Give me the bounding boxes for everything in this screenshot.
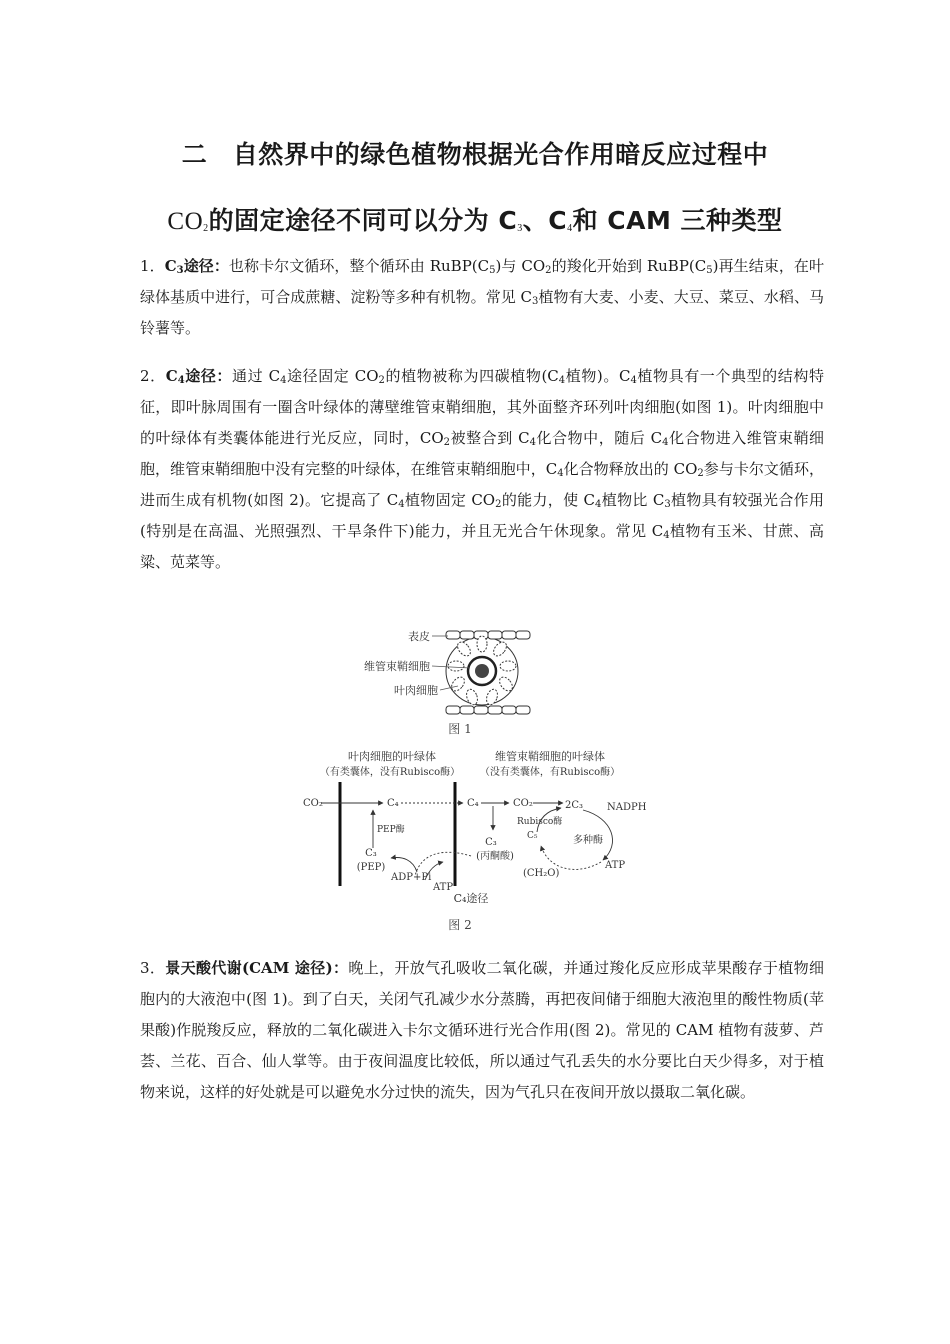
ch2o-label: (CH₂O) — [523, 868, 560, 879]
text-run: 植物具有较强光合作用(特别是在高温、光照强烈、干旱条件下)能力，并且无光合午休现象。常见 C — [140, 491, 825, 540]
figure-1-caption: 图 1 — [448, 722, 472, 736]
c4-pathway-label: C₄途径 — [453, 892, 489, 903]
subscript: 4 — [663, 530, 670, 541]
adp-pi-label: ADP+Pi — [391, 872, 432, 883]
section-3-number: 3． — [140, 959, 166, 977]
section-2-heading-sub: 4 — [177, 375, 185, 386]
c4-right-label: C₄ — [467, 798, 479, 809]
title-co2: CO — [167, 208, 204, 235]
atp-right-label: ATP — [605, 860, 626, 871]
text-run: 参与卡尔文循环，进而生成有机物(如图 2)。它提高了 C — [140, 460, 824, 509]
title-line-1: 二 自然界中的绿色植物根据光合作用暗反应过程中 — [181, 140, 769, 169]
text-run: 化合物中，随后 C — [535, 429, 663, 447]
rubisco-label: Rubisco酶 — [517, 817, 563, 827]
subscript: 4 — [557, 468, 564, 479]
section-2-number: 2． — [140, 367, 166, 385]
subscript: 5 — [489, 265, 496, 276]
pep-label: (PEP) — [356, 862, 386, 873]
text-run: 的植物被称为四碳植物(C — [384, 367, 559, 385]
text-run: 也称卡尔文循环，整个循环由 RuBP(C — [228, 257, 490, 275]
section-1-heading-post: 途径： — [183, 257, 229, 275]
subscript: 4 — [398, 499, 405, 510]
epidermis-cells-bottom — [446, 706, 530, 714]
section-1-paragraph — [140, 251, 824, 344]
subscript: 2 — [697, 468, 704, 479]
c5-label: C₅ — [527, 831, 538, 841]
section-1-heading-sub: 3 — [176, 265, 184, 276]
section-1-heading — [165, 257, 229, 275]
section-2-heading — [166, 367, 232, 385]
subscript: 4 — [558, 375, 566, 386]
label-epidermis: 表皮 — [408, 630, 430, 643]
text-run: 通过 C — [232, 367, 281, 385]
text-run: 植物固定 CO — [404, 491, 496, 509]
title-post: 和 CAM 三种类型 — [572, 206, 783, 235]
subscript: 3 — [532, 296, 539, 307]
c3-left-label: C₃ — [365, 848, 377, 859]
epidermis-cells-top — [446, 631, 530, 639]
subscript: 2 — [378, 375, 385, 386]
section-3-body: 晚上，开放气孔吸收二氧化碳，并通过羧化反应形成苹果酸存于植物细胞内的大液泡中(图 1)。到了白天，关闭气孔减少水分蒸腾，再把夜间储于细胞大液泡里的酸性物质(苹果酸)作脱羧反应，释放的二氧化碳进入卡尔文循环进行光合作用(图 2)。常见的 CAM 植物有菠萝、芦荟、兰花、百合、仙人掌等。由于夜间温度比较低，所以通过气孔丢失的水分要比白天少得多，对于植物来说，这样的好处就是可以避免水分过快的流失，因为气孔只在夜间开放以摄取二氧化碳。 — [140, 959, 824, 1101]
co2-right-label: CO₂ — [513, 798, 533, 809]
title-sub-3: 3 — [517, 223, 523, 234]
subscript: 4 — [280, 375, 287, 386]
text-run: 植物)。C — [565, 367, 631, 385]
nadph-label: NADPH — [607, 802, 647, 813]
text-run: 化合物释放出的 CO — [563, 460, 698, 478]
section-1-body — [140, 257, 824, 337]
section-2-paragraph — [140, 361, 824, 578]
subscript: 4 — [529, 437, 536, 448]
atp-left-label: ATP — [433, 882, 454, 893]
c3-pyruvate-label: C₃ — [485, 837, 497, 848]
text-run: 植物比 C — [601, 491, 665, 509]
label-bundle-sheath: 维管束鞘细胞 — [364, 660, 430, 673]
arrow-calvin-bottom — [541, 846, 601, 869]
text-run: )与 CO — [495, 257, 546, 275]
title-line-2 — [0, 201, 950, 237]
text-run: 途径固定 CO — [286, 367, 379, 385]
text-run: 植物有玉米、甘蔗、高粱、苋菜等。 — [140, 522, 824, 571]
arrow-to-pep — [391, 858, 417, 872]
subscript: 2 — [443, 437, 451, 448]
header-bundle-sheath-note: （没有类囊体，有Rubisco酶） — [479, 767, 621, 778]
section-2-body — [140, 367, 824, 571]
text-run: 被整合到 C — [450, 429, 530, 447]
subscript: 2 — [545, 265, 552, 276]
subscript: 2 — [495, 499, 502, 510]
pep-enzyme-label: PEP酶 — [377, 825, 405, 835]
title-mid-2: 、C — [522, 206, 568, 235]
header-mesophyll-note: （有类囊体，没有Rubisco酶） — [319, 767, 461, 778]
header-bundle-sheath-chloroplast: 维管束鞘细胞的叶绿体 — [495, 750, 605, 763]
section-3-paragraph — [140, 953, 824, 1108]
text-run: )再生结束，在叶绿体基质中进行，可合成蔗糖、淀粉等多种有机物。常见 C — [140, 257, 825, 306]
subscript: 4 — [595, 499, 602, 510]
section-1-heading-c: C — [164, 257, 177, 275]
label-mesophyll: 叶肉细胞 — [394, 684, 438, 697]
text-run: 植物具有一个典型的结构特征，即叶脉周围有一圈含叶绿体的薄壁维管束鞘细胞，其外面整齐环列叶肉细胞(如图 1)。叶肉细胞中的叶绿体有类囊体能进行光反应，同时，CO — [140, 367, 824, 447]
text-run: 的羧化开始到 RuBP(C — [551, 257, 707, 275]
subscript: 4 — [630, 375, 637, 386]
title-sub-2: 2 — [203, 223, 209, 234]
c4-left-label: C₄ — [387, 798, 399, 809]
header-mesophyll-chloroplast: 叶肉细胞的叶绿体 — [348, 750, 436, 763]
section-3-heading: 景天酸代谢(CAM 途径)： — [165, 959, 349, 977]
two-c3-label: 2C₃ — [565, 800, 584, 811]
text-run: 植物有大麦、小麦、大豆、菜豆、水稻、马铃薯等。 — [140, 288, 824, 337]
text-run: 化合物进入维管束鞘细胞，维管束鞘细胞中没有完整的叶绿体，在维管束鞘细胞中，C — [140, 429, 825, 478]
subscript: 4 — [662, 437, 669, 448]
co2-in-label: CO₂ — [303, 798, 323, 809]
figure-1-leaf-cross-section — [360, 626, 590, 724]
subscript: 5 — [706, 265, 713, 276]
figure-2-c4-pathway — [295, 748, 655, 903]
figure-2-caption: 图 2 — [448, 918, 472, 932]
pyruvate-label: (丙酮酸) — [476, 851, 514, 862]
title-mid-1: 的固定途径不同可以分为 C — [208, 206, 518, 235]
vascular-bundle — [475, 664, 489, 678]
title-sub-4: 4 — [567, 223, 573, 234]
text-run: 的能力，使 C — [501, 491, 596, 509]
multi-enzyme-label: 多种酶 — [573, 835, 603, 846]
subscript: 3 — [664, 499, 671, 510]
section-1-number: 1． — [140, 257, 165, 275]
section-2-heading-post: 途径： — [184, 367, 233, 385]
section-2-heading-c: C — [165, 367, 178, 385]
